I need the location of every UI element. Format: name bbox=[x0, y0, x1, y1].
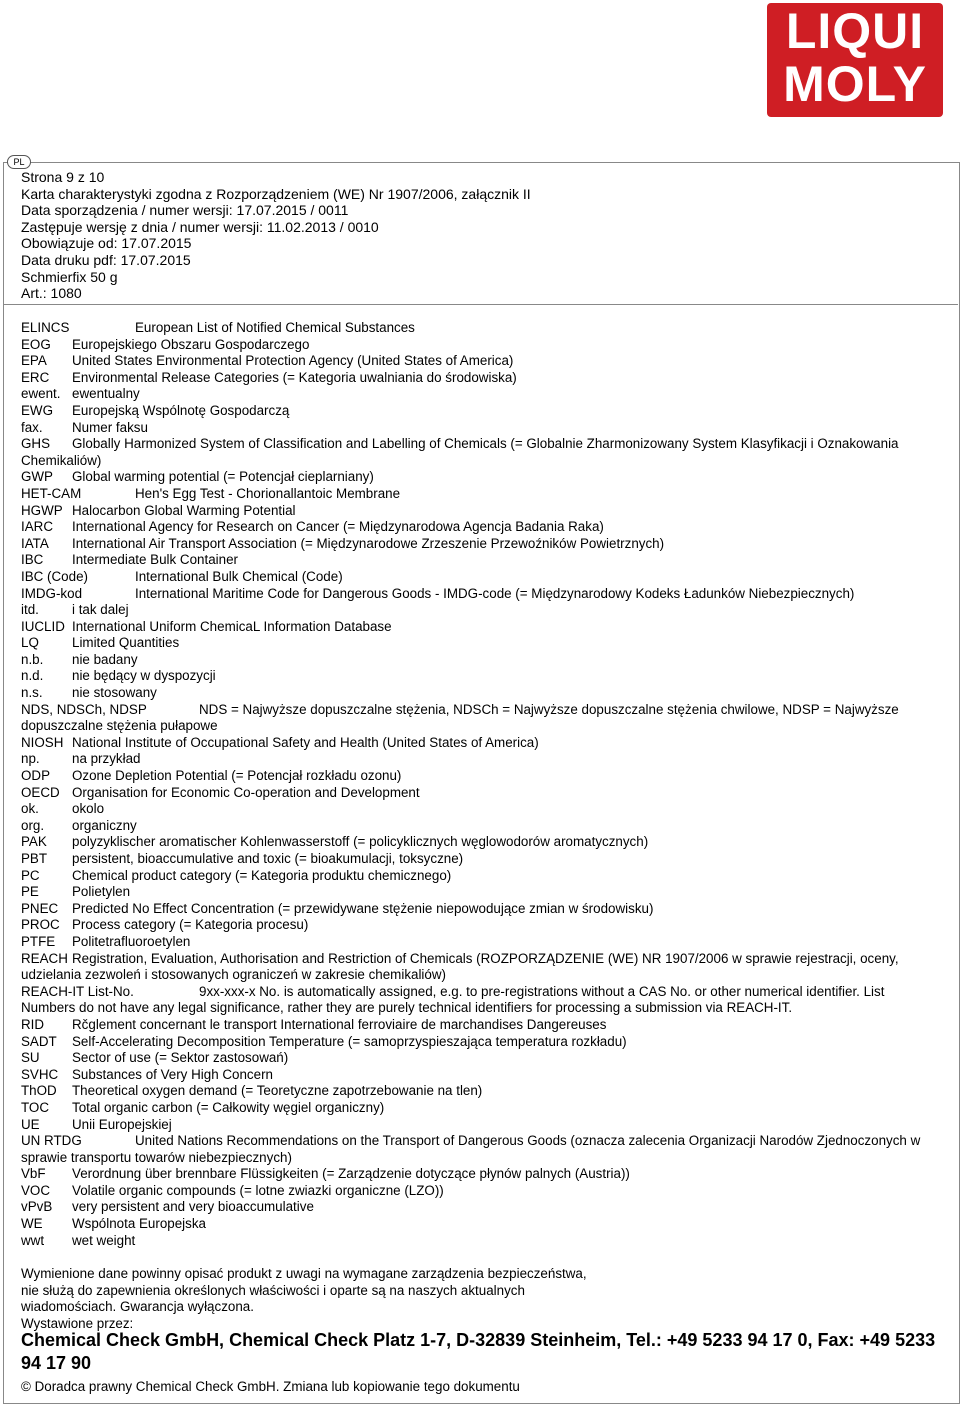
abbreviation-description: nie będący w dyspozycji bbox=[72, 668, 216, 684]
abbreviation-description: ewentualny bbox=[72, 386, 140, 402]
document-title: Karta charakterystyki zgodna z Rozporządzeniem (WE) Nr 1907/2006, załącznik II bbox=[21, 185, 531, 202]
abbreviation-description: Numer faksu bbox=[72, 419, 148, 435]
abbreviation-term: HET-CAM bbox=[21, 485, 82, 501]
abbreviation-description: Sector of use (= Sektor zastosowań) bbox=[72, 1050, 289, 1066]
abbreviation-row bbox=[21, 1216, 941, 1233]
abbreviation-description: Rčglement concernant le transport International ferroviaire de marchandises Dangereuses bbox=[72, 1016, 607, 1032]
abbreviation-row bbox=[21, 353, 941, 370]
abbreviation-term: UE bbox=[21, 1116, 40, 1132]
abbreviation-row bbox=[21, 652, 941, 669]
abbreviation-description: National Institute of Occupational Safety and Health (United States of America) bbox=[72, 734, 539, 750]
abbreviation-description: Unii Europejskiej bbox=[72, 1116, 172, 1132]
abbreviation-row bbox=[21, 635, 941, 652]
abbreviation-description: Wspólnota Europejska bbox=[72, 1216, 206, 1232]
abbreviation-term: SU bbox=[21, 1050, 40, 1066]
abbreviation-row bbox=[21, 668, 941, 685]
abbreviation-row bbox=[21, 884, 941, 901]
abbreviation-description: Volatile organic compounds (= lotne zwiazki organiczne (LZO)) bbox=[72, 1182, 444, 1198]
abbreviation-term: PNEC bbox=[21, 900, 59, 916]
abbreviation-row bbox=[21, 1017, 941, 1034]
abbreviation-description: okolo bbox=[72, 801, 105, 817]
abbreviation-term: SVHC bbox=[21, 1066, 59, 1082]
disclaimer-line-2: nie służą do zapewnienia określonych właściwości i oparte są na naszych aktualnych bbox=[21, 1282, 525, 1298]
abbreviation-description: United States Environmental Protection Agency (United States of America) bbox=[72, 353, 514, 369]
logo-line-2: MOLY bbox=[783, 56, 927, 112]
abbreviation-row bbox=[21, 602, 941, 619]
abbreviation-description: Chemical product category (= Kategoria produktu chemicznego) bbox=[72, 867, 452, 883]
abbreviation-row bbox=[21, 1233, 941, 1250]
abbreviation-row bbox=[21, 619, 941, 636]
abbreviation-description: i tak dalej bbox=[72, 602, 129, 618]
abbreviation-row bbox=[21, 834, 941, 851]
abbreviation-description: Process category (= Kategoria procesu) bbox=[72, 917, 309, 933]
abbreviation-term: VbF bbox=[21, 1166, 46, 1182]
page-number: Strona 9 z 10 bbox=[21, 169, 105, 185]
abbreviation-description: NDS = Najwyższe dopuszczalne stężenia, NDSCh = Najwyższe dopuszczalne stężenia chwilowe, NDSP = Najwyższe dopuszczalne stężenia pułapowe bbox=[21, 701, 899, 734]
abbreviation-term: IBC bbox=[21, 552, 44, 568]
abbreviation-row bbox=[21, 768, 941, 785]
abbreviation-row bbox=[21, 1166, 941, 1183]
abbreviation-description: European List of Notified Chemical Substances bbox=[135, 320, 415, 335]
abbreviation-term: np. bbox=[21, 751, 40, 767]
abbreviation-term: ThOD bbox=[21, 1083, 57, 1099]
abbreviation-term: UN RTDG bbox=[21, 1133, 82, 1149]
abbreviation-term: ODP bbox=[21, 768, 51, 784]
abbreviation-row bbox=[21, 901, 941, 918]
abbreviation-row bbox=[21, 1034, 941, 1051]
abbreviation-term: SADT bbox=[21, 1033, 57, 1049]
abbreviation-term: PROC bbox=[21, 917, 60, 933]
abbreviation-term: VOC bbox=[21, 1182, 51, 1198]
abbreviation-description: 9xx-xxx-x No. is automatically assigned, e.g. to pre-registrations without a CAS No. or other numerical identifier. List Numbers do not have any legal significance, rather they are purely technical identifiers for processing a submission via REACH-IT. bbox=[21, 983, 885, 1016]
abbreviation-term: PE bbox=[21, 884, 39, 900]
abbreviation-term: org. bbox=[21, 817, 45, 833]
header-separator bbox=[3, 304, 958, 305]
print-date: Data druku pdf: 17.07.2015 bbox=[21, 251, 191, 268]
abbreviation-row bbox=[21, 536, 941, 553]
product-name: Schmierfix 50 g bbox=[21, 268, 118, 285]
abbreviation-term: IARC bbox=[21, 519, 53, 535]
abbreviation-row bbox=[21, 569, 941, 586]
abbreviation-row bbox=[21, 702, 941, 735]
abbreviation-description: very persistent and very bioaccumulative bbox=[72, 1199, 314, 1215]
abbreviation-description: Ozone Depletion Potential (= Potencjał rozkładu ozonu) bbox=[72, 768, 402, 784]
abbreviation-row bbox=[21, 1050, 941, 1067]
abbreviation-row bbox=[21, 503, 941, 520]
abbreviation-row bbox=[21, 735, 941, 752]
abbreviation-row bbox=[21, 337, 941, 354]
liqui-moly-logo bbox=[767, 3, 943, 117]
abbreviation-list bbox=[21, 320, 941, 1249]
abbreviation-row bbox=[21, 785, 941, 802]
abbreviation-description: Politetrafluoroetylen bbox=[72, 933, 191, 949]
article-number: Art.: 1080 bbox=[21, 285, 82, 302]
abbreviation-description: Globally Harmonized System of Classification and Labelling of Chemicals (= Globalnie Zharmonizowany System Klasyfikacji i Oznakowania Chemikaliów) bbox=[21, 436, 899, 468]
abbreviation-term: WE bbox=[21, 1216, 43, 1232]
abbreviation-description: Global warming potential (= Potencjał cieplarniany) bbox=[72, 469, 374, 485]
abbreviation-description: Registration, Evaluation, Authorisation and Restriction of Chemicals (ROZPORZĄDZENIE (WE) NR 1907/2006 w sprawie rejestracji, oceny, udzielania zezwoleń i stosowanych ograniczeń w zakresie chemikaliów) bbox=[21, 950, 899, 983]
abbreviation-description: persistent, bioaccumulative and toxic (= bioakumulacji, toksyczne) bbox=[72, 851, 464, 866]
abbreviation-term: HGWP bbox=[21, 502, 63, 518]
abbreviation-description: wet weight bbox=[72, 1232, 136, 1248]
abbreviation-description: polyzyklischer aromatischer Kohlenwasserstoff (= policyklicznych węglowodorów aromatycznych) bbox=[72, 834, 649, 850]
abbreviation-term: PC bbox=[21, 867, 40, 883]
abbreviation-term: TOC bbox=[21, 1099, 50, 1115]
abbreviation-description: Self-Accelerating Decomposition Temperature (= samoprzyspieszająca temperatura rozkładu) bbox=[72, 1033, 627, 1049]
abbreviation-description: Polietylen bbox=[72, 884, 131, 900]
abbreviation-description: Predicted No Effect Concentration (= przewidywane stężenie niepowodujące zmian w środowisku) bbox=[72, 900, 654, 916]
abbreviation-term: NIOSH bbox=[21, 734, 64, 750]
abbreviation-row bbox=[21, 917, 941, 934]
abbreviation-row bbox=[21, 519, 941, 536]
abbreviation-row bbox=[21, 685, 941, 702]
abbreviation-term: NDS, NDSCh, NDSP bbox=[21, 701, 147, 717]
abbreviation-description: International Maritime Code for Dangerous Goods - IMDG-code (= Międzynarodowy Kodeks Ładunków Niebezpiecznych) bbox=[135, 585, 855, 601]
abbreviation-row bbox=[21, 1083, 941, 1100]
abbreviation-row bbox=[21, 552, 941, 569]
logo-line-1: LIQUI bbox=[785, 3, 925, 59]
abbreviation-term: n.d. bbox=[21, 668, 44, 684]
abbreviation-row bbox=[21, 370, 941, 387]
abbreviation-term: n.b. bbox=[21, 651, 44, 667]
replaces-version: Zastępuje wersję z dnia / numer wersji: 11.02.2013 / 0010 bbox=[21, 218, 379, 235]
abbreviation-term: IUCLID bbox=[21, 618, 65, 634]
abbreviation-row bbox=[21, 320, 941, 337]
abbreviation-row bbox=[21, 818, 941, 835]
disclaimer bbox=[21, 1266, 587, 1332]
abbreviation-term: REACH bbox=[21, 950, 68, 966]
abbreviation-term: OECD bbox=[21, 784, 60, 800]
abbreviation-description: Organisation for Economic Co-operation and Development bbox=[72, 784, 420, 800]
abbreviation-description: International Air Transport Association (= Międzynarodowe Zrzeszenie Przewoźników Powietrznych) bbox=[72, 535, 665, 551]
abbreviation-row bbox=[21, 751, 941, 768]
abbreviation-description: Substances of Very High Concern bbox=[72, 1066, 273, 1082]
abbreviation-row bbox=[21, 868, 941, 885]
abbreviation-row bbox=[21, 586, 941, 603]
abbreviation-description: International Uniform ChemicaL Information Database bbox=[72, 618, 392, 634]
abbreviation-row bbox=[21, 1183, 941, 1200]
abbreviation-row bbox=[21, 486, 941, 503]
document-header bbox=[21, 169, 531, 302]
abbreviation-description: nie badany bbox=[72, 651, 138, 667]
abbreviation-term: vPvB bbox=[21, 1199, 53, 1215]
abbreviation-term: IMDG-kod bbox=[21, 585, 83, 601]
abbreviation-row bbox=[21, 984, 941, 1017]
abbreviation-description: Environmental Release Categories (= Kategoria uwalniania do środowiska) bbox=[72, 369, 517, 385]
abbreviation-row bbox=[21, 801, 941, 818]
abbreviation-term: LQ bbox=[21, 635, 39, 651]
abbreviation-row bbox=[21, 436, 941, 469]
abbreviation-description: Total organic carbon (= Całkowity węgiel organiczny) bbox=[72, 1099, 385, 1115]
abbreviation-description: Intermediate Bulk Container bbox=[72, 552, 238, 568]
abbreviation-term: IATA bbox=[21, 535, 49, 551]
abbreviation-term: EPA bbox=[21, 353, 47, 369]
abbreviation-term: wwt bbox=[21, 1232, 45, 1248]
abbreviation-row bbox=[21, 1100, 941, 1117]
abbreviation-term: ok. bbox=[21, 801, 39, 817]
abbreviation-description: Halocarbon Global Warming Potential bbox=[72, 502, 296, 518]
abbreviation-term: GWP bbox=[21, 469, 53, 485]
disclaimer-line-4: Wystawione przez: bbox=[21, 1315, 134, 1331]
abbreviation-term: n.s. bbox=[21, 685, 43, 701]
abbreviation-term: IBC (Code) bbox=[21, 568, 88, 584]
valid-from: Obowiązuje od: 17.07.2015 bbox=[21, 235, 192, 252]
abbreviation-row bbox=[21, 469, 941, 486]
abbreviation-term: ERC bbox=[21, 369, 50, 385]
abbreviation-row bbox=[21, 386, 941, 403]
abbreviation-term: EOG bbox=[21, 336, 51, 352]
abbreviation-term: ELINCS bbox=[21, 320, 70, 335]
abbreviation-term: GHS bbox=[21, 436, 51, 452]
abbreviation-term: EWG bbox=[21, 402, 53, 418]
abbreviation-term: RID bbox=[21, 1016, 45, 1032]
abbreviation-row bbox=[21, 1199, 941, 1216]
abbreviation-row bbox=[21, 1133, 941, 1166]
abbreviation-description: Verordnung über brennbare Flüssigkeiten (= Zarządzenie dotyczące płynów palnych (Austria)) bbox=[72, 1166, 630, 1182]
abbreviation-row bbox=[21, 1067, 941, 1084]
date-version: Data sporządzenia / numer wersji: 17.07.2015 / 0011 bbox=[21, 202, 349, 219]
abbreviation-term: ewent. bbox=[21, 386, 61, 402]
abbreviation-description: Europejską Wspólnotę Gospodarczą bbox=[72, 402, 290, 418]
abbreviation-row bbox=[21, 420, 941, 437]
abbreviation-description: na przykład bbox=[72, 751, 141, 767]
abbreviation-description: Theoretical oxygen demand (= Teoretyczne zapotrzebowanie na tlen) bbox=[72, 1083, 483, 1099]
abbreviation-term: PTFE bbox=[21, 933, 56, 949]
abbreviation-row bbox=[21, 951, 941, 984]
abbreviation-description: United Nations Recommendations on the Transport of Dangerous Goods (oznacza zalecenia Organizacji Narodów Zjednoczonych w sprawie transportu towarów niebezpiecznych) bbox=[21, 1133, 921, 1165]
abbreviation-description: nie stosowany bbox=[72, 685, 157, 701]
abbreviation-row bbox=[21, 934, 941, 951]
abbreviation-description: Europejskiego Obszaru Gospodarczego bbox=[72, 336, 310, 352]
abbreviation-row bbox=[21, 1117, 941, 1134]
abbreviation-term: itd. bbox=[21, 602, 39, 618]
abbreviation-row bbox=[21, 851, 941, 868]
disclaimer-line-3: wiadomościach. Gwarancja wyłączona. bbox=[21, 1299, 254, 1315]
copyright-footer: © Doradca prawny Chemical Check GmbH. Zmiana lub kopiowanie tego dokumentu bbox=[21, 1379, 520, 1394]
abbreviation-term: fax. bbox=[21, 419, 43, 435]
abbreviation-term: PAK bbox=[21, 834, 47, 850]
abbreviation-description: Limited Quantities bbox=[72, 635, 180, 651]
abbreviation-description: International Agency for Research on Cancer (= Międzynarodowa Agencja Badania Raka) bbox=[72, 519, 604, 535]
abbreviation-row bbox=[21, 403, 941, 420]
abbreviation-term: PBT bbox=[21, 851, 48, 866]
abbreviation-term: REACH-IT List-No. bbox=[21, 983, 134, 999]
abbreviation-description: Hen's Egg Test - Chorionallantoic Membrane bbox=[135, 485, 401, 501]
language-badge: PL bbox=[7, 155, 31, 169]
issuer-address: Chemical Check GmbH, Chemical Check Platz 1-7, D-32839 Steinheim, Tel.: +49 5233 94 17 0, Fax: +49 5233 94 17 90 bbox=[21, 1330, 936, 1373]
disclaimer-line-1: Wymienione dane powinny opisać produkt z uwagi na wymagane zarządzenia bezpieczeństwa, bbox=[21, 1266, 587, 1281]
abbreviation-description: organiczny bbox=[72, 817, 137, 833]
abbreviation-description: International Bulk Chemical (Code) bbox=[135, 568, 343, 584]
